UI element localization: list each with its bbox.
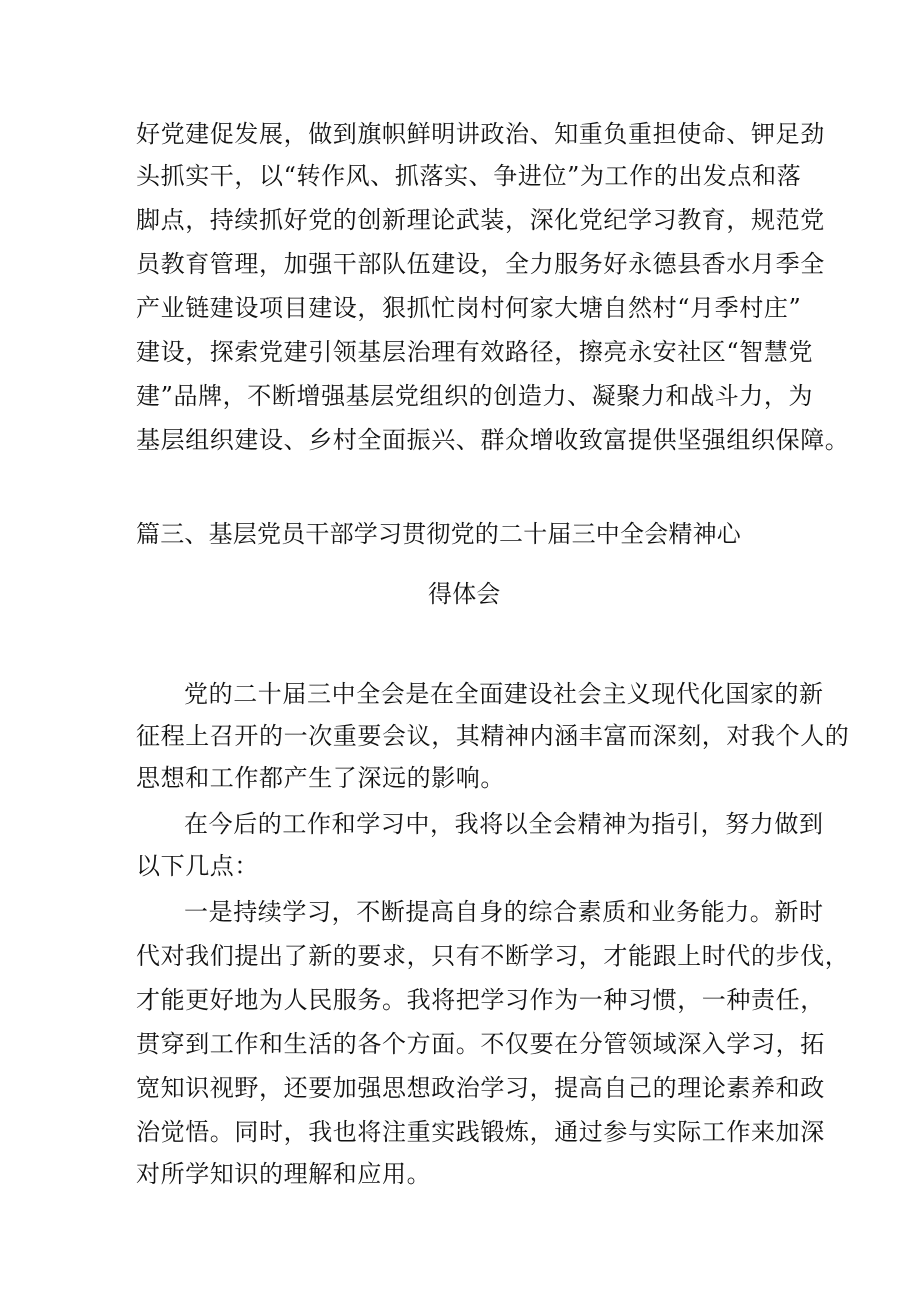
body-text-line: 宽知识视野，还要加强思想政治学习，提高自己的理论素养和政 (136, 1074, 825, 1102)
body-text-line: 在今后的工作和学习中，我将以全会精神为指引，努力做到 (184, 810, 824, 838)
body-text-line: 建”品牌，不断增强基层党组织的创造力、凝聚力和战斗力，为 (136, 382, 814, 410)
body-text-line: 好党建促发展，做到旗帜鲜明讲政治、知重负重担使命、钾足劲 (136, 120, 825, 148)
body-text-line: 头抓实干，以“转作风、抓落实、争进位”为工作的出发点和落 (136, 162, 802, 190)
body-text-line: 员教育管理，加强干部队伍建设，全力服务好永德县香水月季全 (136, 250, 825, 278)
body-text-line: 脚点，持续抓好党的创新理论武装，深化党纪学习教育，规范党 (136, 206, 825, 234)
body-text-line: 建设，探索党建引领基层治理有效路径，擦亮永安社区“智慧党 (136, 338, 814, 366)
body-text-line: 治觉悟。同时，我也将注重实践锻炼，通过参与实际工作来加深 (136, 1118, 825, 1146)
body-text-line: 才能更好地为人民服务。我将把学习作为一种习惯，一种责任， (136, 986, 825, 1014)
body-text-line: 党的二十届三中全会是在全面建设社会主义现代化国家的新 (184, 680, 824, 708)
body-text-line: 一是持续学习，不断提高自身的综合素质和业务能力。新时 (184, 898, 824, 926)
body-text-line: 代对我们提出了新的要求，只有不断学习，才能跟上时代的步伐， (136, 942, 850, 970)
section-title: 篇三、基层党员干部学习贯彻党的二十届三中全会精神心 (136, 520, 741, 548)
section-title-continued: 得体会 (428, 580, 501, 608)
body-text-line: 思想和工作都产生了深远的影响。 (136, 764, 505, 792)
body-text-line: 基层组织建设、乡村全面振兴、群众增收致富提供坚强组织保障。 (136, 426, 850, 454)
body-text-line: 贯穿到工作和生活的各个方面。不仅要在分管领域深入学习，拓 (136, 1030, 825, 1058)
body-text-line: 对所学知识的理解和应用。 (136, 1160, 432, 1188)
body-text-line: 征程上召开的一次重要会议，其精神内涵丰富而深刻，对我个人的 (136, 722, 850, 750)
body-text-line: 以下几点： (136, 852, 259, 880)
body-text-line: 产业链建设项目建设，狠抓忙岗村何家大塘自然村“月季村庄” (136, 294, 802, 322)
